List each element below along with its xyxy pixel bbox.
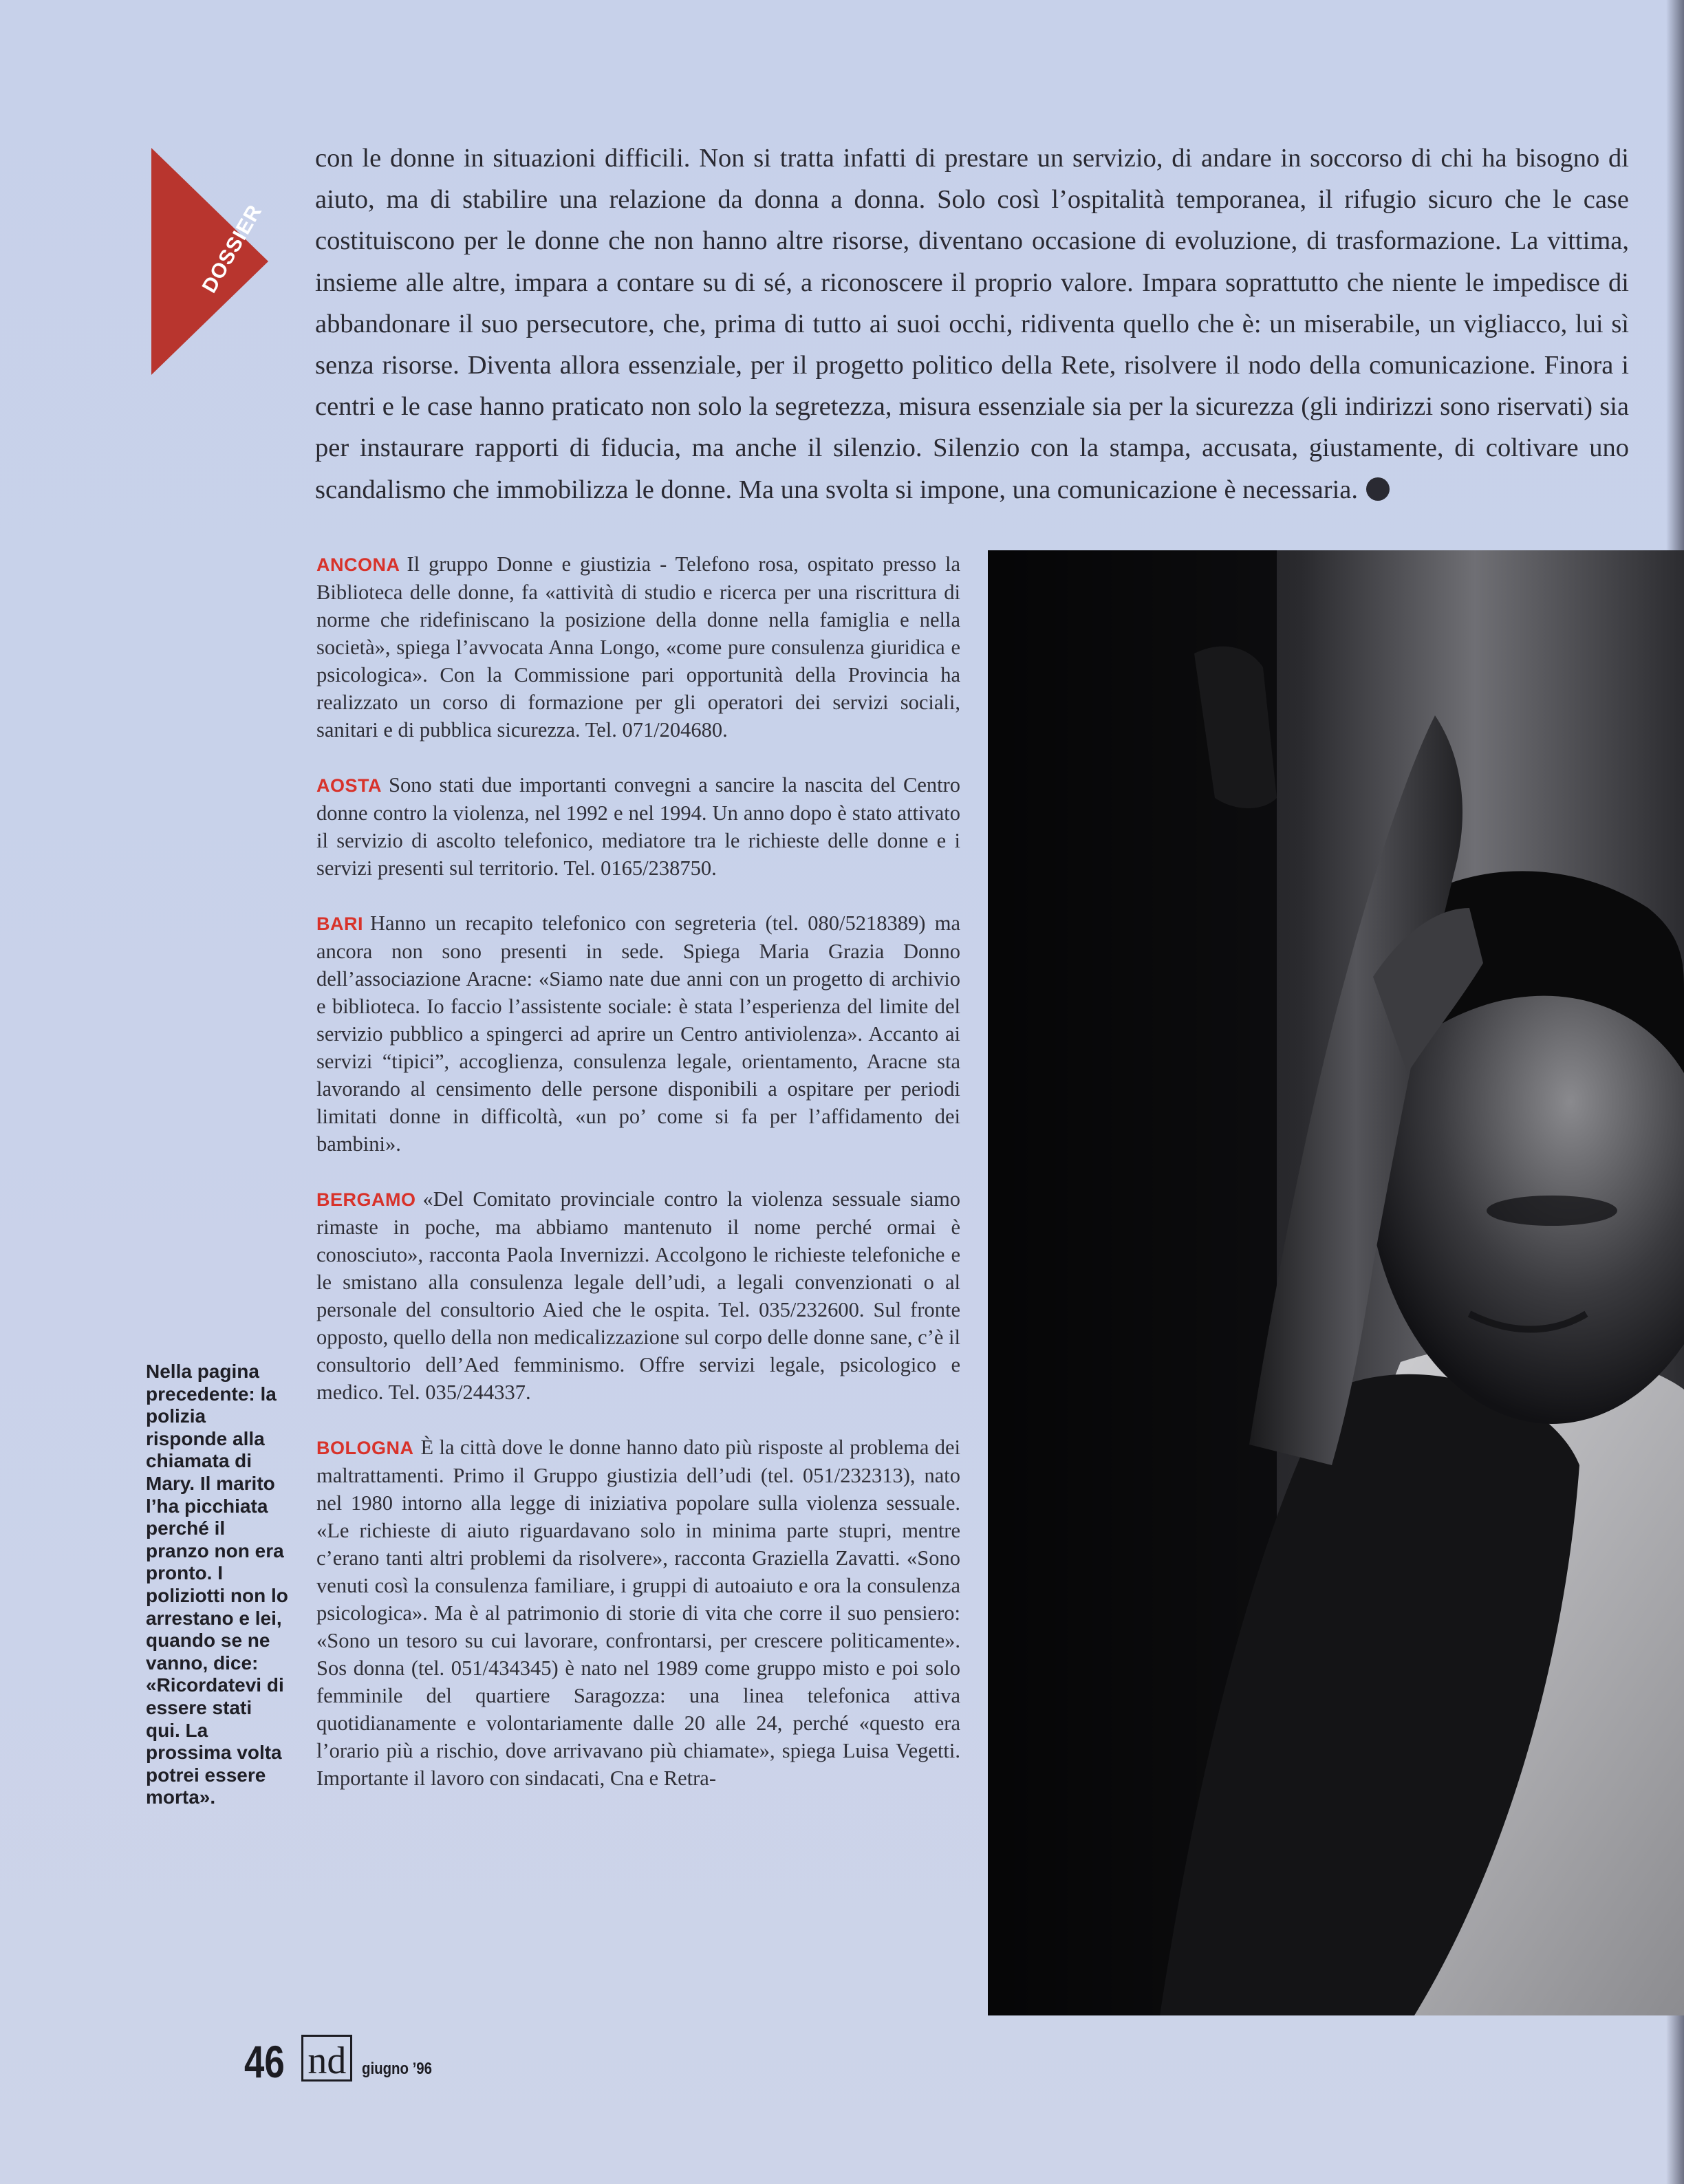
entry-text: «Del Comitato provinciale contro la violenza sessuale siamo rimaste in poche, ma abbiamo mantenuto il nome perché ormai è conosciuto», racconta Paola Invernizzi. Accolgono le richieste telefoniche e le smistano alla consulenza legale dell’udi, a legali convenzionati o al personale del consultorio Aied che le ospita. Tel. 035/232600. Sul fronte opposto, quello della non medicalizzazione sul corpo delle donne sane, c’è il consultorio dell’Aed femminismo. Offre servizi legale, psicologico e medico. Tel. 035/244337. <box>316 1187 960 1404</box>
entry-text: Sono stati due importanti convegni a sancire la nascita del Centro donne contro la violenza, nel 1992 e nel 1994. Un anno dopo è stato attivato il servizio di ascolto telefonico, mediatore tra le richieste delle donne e i servizi presenti sul territorio. Tel. 0165/238750. <box>316 773 960 880</box>
entry-ancona <box>316 550 960 744</box>
entry-bologna <box>316 1434 960 1792</box>
entry-text: È la città dove le donne hanno dato più risposte al problema dei maltrattamenti. Primo il Gruppo giustizia dell’udi (tel. 051/232313), nato nel 1980 intorno alla legge di iniziativa popolare sulla violenza sessuale. «Le richieste di aiuto riguardavano solo in minima parte stupri, mentre c’erano tanti altri problemi da risolvere», racconta Graziella Zavatti. «Sono venuti così la consulenza familiare, i gruppi di autoaiuto e ora la consulenza psicologica». Ma è al patrimonio di storie di vita che corre il suo pensiero: «Sono un tesoro su cui lavorare, confrontarsi, per crescere politicamente». Sos donna (tel. 051/434345) è nato nel 1989 come gruppo misto e poi solo femminile del quartiere Saragozza: una linea telefonica attiva quotidianamente e volontariamente dalle 20 alle 24, perché «questo era l’orario più a rischio, dove arrivavano più chiamate», spiega Luisa Vegetti. Importante il lavoro con sindacati, Cna e Retra- <box>316 1436 960 1790</box>
entry-aosta <box>316 771 960 882</box>
city-name: ANCONA <box>316 554 400 575</box>
dossier-section-tab <box>151 148 268 375</box>
city-name: BOLOGNA <box>316 1438 414 1458</box>
city-directory <box>316 550 960 1819</box>
city-name: AOSTA <box>316 775 382 796</box>
end-of-article-dot <box>1366 477 1390 501</box>
entry-text: Il gruppo Donne e giustizia - Telefono rosa, ospitato presso la Biblioteca delle donne, fa «attività di studio e ricerca per una riscrittura di norme che ridefiniscano la posizione della donne nella famiglia e nella società», spiega l’avvocata Anna Longo, «come pure consulenza giuridica e psicologica». Con la Commissione pari opportunità della Provincia ha realizzato un corso di formazione per gli operatori dei servizi sociali, sanitari e di pubblica sicurezza. Tel. 071/204680. <box>316 552 960 742</box>
entry-bari <box>316 909 960 1158</box>
city-name: BARI <box>316 913 363 934</box>
city-name: BERGAMO <box>316 1189 416 1210</box>
intro-paragraph <box>315 138 1629 510</box>
intro-text: con le donne in situazioni difficili. Non si tratta infatti di prestare un servizio, di andare in soccorso di chi ha bisogno di aiuto, ma di stabilire una relazione da donna a donna. Solo così l’ospitalità temporanea, il rifugio sicuro che le case costituiscono per le donne che non hanno altre risorse, diventano occasione di evoluzione, di trasformazione. La vittima, insieme alle altre, impara a contare su di sé, a riconoscere il proprio valore. Impara soprattutto che niente le impedisce di abbandonare il suo persecutore, che, prima di tutto ai suoi occhi, ridiventa quello che è: un miserabile, un vigliacco, lui sì senza risorse. Diventa allora essenziale, per il progetto politico della Rete, risolvere il nodo della comunicazione. Finora i centri e le case hanno praticato non solo la segretezza, misura essenziale sia per la sicurezza (gli indirizzi sono riservati) sia per instaurare rapporti di fiducia, ma anche il silenzio. Silenzio con la stampa, accusata, giustamente, di coltivare uno scandalismo che immobilizza le donne. Ma una svolta si impone, una comunicazione è necessaria. <box>315 144 1629 504</box>
dossier-triangle <box>151 148 268 375</box>
page-number: 46 <box>244 2036 285 2087</box>
photo-caption: Nella pagina precedente: la polizia risponde alla chiamata di Mary. Il marito l’ha picchiata perché il pranzo non era pronto. I poliziotti non lo arrestano e lei, quando se ne vanno, dice: «Ricordatevi di essere stati qui. La prossima volta potrei essere morta». <box>146 1361 288 1808</box>
entry-text: Hanno un recapito telefonico con segreteria (tel. 080/5218389) ma ancora non sono presenti in sede. Spiega Maria Grazia Donno dell’associazione Aracne: «Siamo nate due anni con un progetto di archivio e biblioteca. Io faccio l’assistente sociale: è stata l’esperienza del limite del servizio pubblico a spingerci ad aprire un Centro antiviolenza». Accanto ai servizi “tipici”, accoglienza, consulenza legale, orientamento, Aracne sta lavorando al censimento delle persone disponibili a ospitare per periodi limitati donne in difficoltà, «un po’ come si fa per l’affidamento dei bambini». <box>316 911 960 1156</box>
magazine-logo: nd <box>301 2035 352 2082</box>
entry-bergamo <box>316 1185 960 1406</box>
dossier-label: DOSSIER <box>197 200 267 297</box>
portrait-photo <box>988 550 1684 2015</box>
photo-artwork <box>988 550 1684 2015</box>
page-footer <box>244 2029 444 2087</box>
issue-date: giugno ’96 <box>362 2059 433 2078</box>
